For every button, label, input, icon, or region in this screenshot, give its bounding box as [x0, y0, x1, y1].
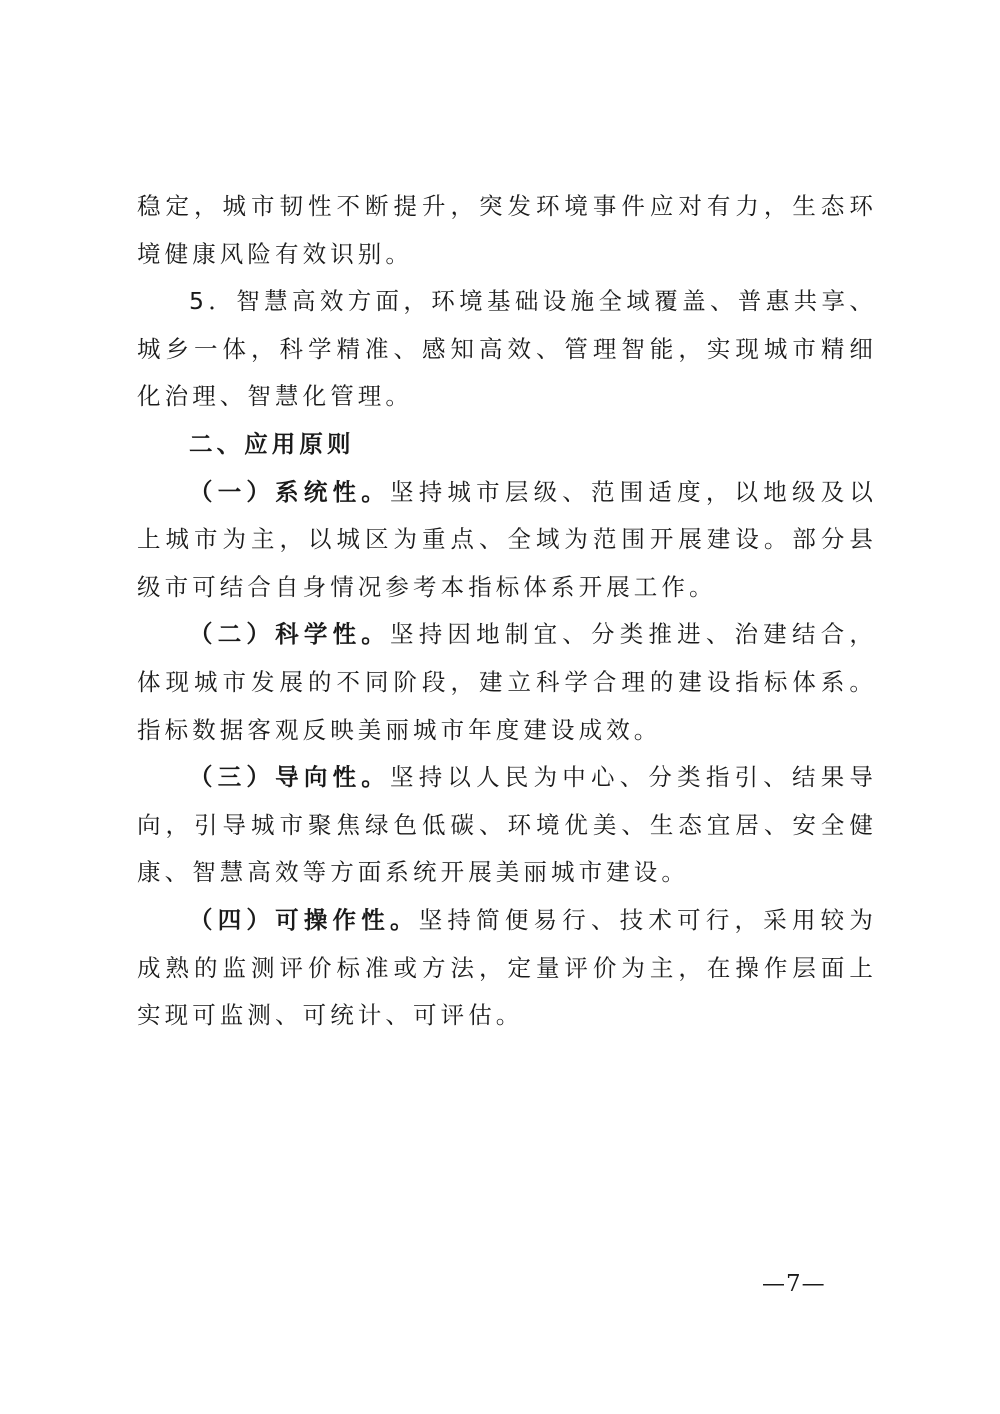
principle-operable: [137, 897, 877, 1040]
principle-text: 坚持城市层级、范围适度，以地级及以上城市为主，以城区为重点、全域为范围开展建设。部分县级市可结合自身情况参考本指标体系开展工作。: [137, 477, 878, 601]
document-body: [137, 183, 877, 1040]
principle-oriented: [137, 754, 877, 897]
principle-title: （四）可操作性。: [189, 905, 419, 934]
principle-title: （一）系统性。: [189, 477, 390, 506]
page-number: —7—: [762, 1271, 826, 1297]
principle-title: （三）导向性。: [189, 763, 390, 792]
principle-text: 坚持简便易行、技术可行，采用较为成熟的监测评价标准或方法，定量评价为主，在操作层面上实现可监测、可统计、可评估。: [137, 905, 877, 1030]
principle-scientific: [137, 611, 877, 754]
section-heading-application-principles: 二、应用原则: [189, 429, 355, 458]
principle-text: 坚持以人民为中心、分类指引、结果导向，引导城市聚焦绿色低碳、环境优美、生态宜居、安全健康、智慧高效等方面系统开展美丽城市建设。: [137, 763, 878, 887]
paragraph-text: 5．智慧高效方面，环境基础设施全域覆盖、普惠共享、城乡一体，科学精准、感知高效、管理智能，实现城市精细化治理、智慧化管理。: [137, 287, 877, 411]
continuation-paragraph: [137, 183, 877, 278]
principle-text: 坚持因地制宜、分类推进、治建结合，体现城市发展的不同阶段，建立科学合理的建设指标体系。指标数据客观反映美丽城市年度建设成效。: [137, 620, 878, 744]
smart-efficiency-paragraph: [137, 278, 877, 421]
paragraph-text: 稳定，城市韧性不断提升，突发环境事件应对有力，生态环境健康风险有效识别。: [137, 192, 877, 268]
principle-title: （二）科学性。: [189, 620, 390, 649]
principle-systematic: [137, 469, 877, 612]
